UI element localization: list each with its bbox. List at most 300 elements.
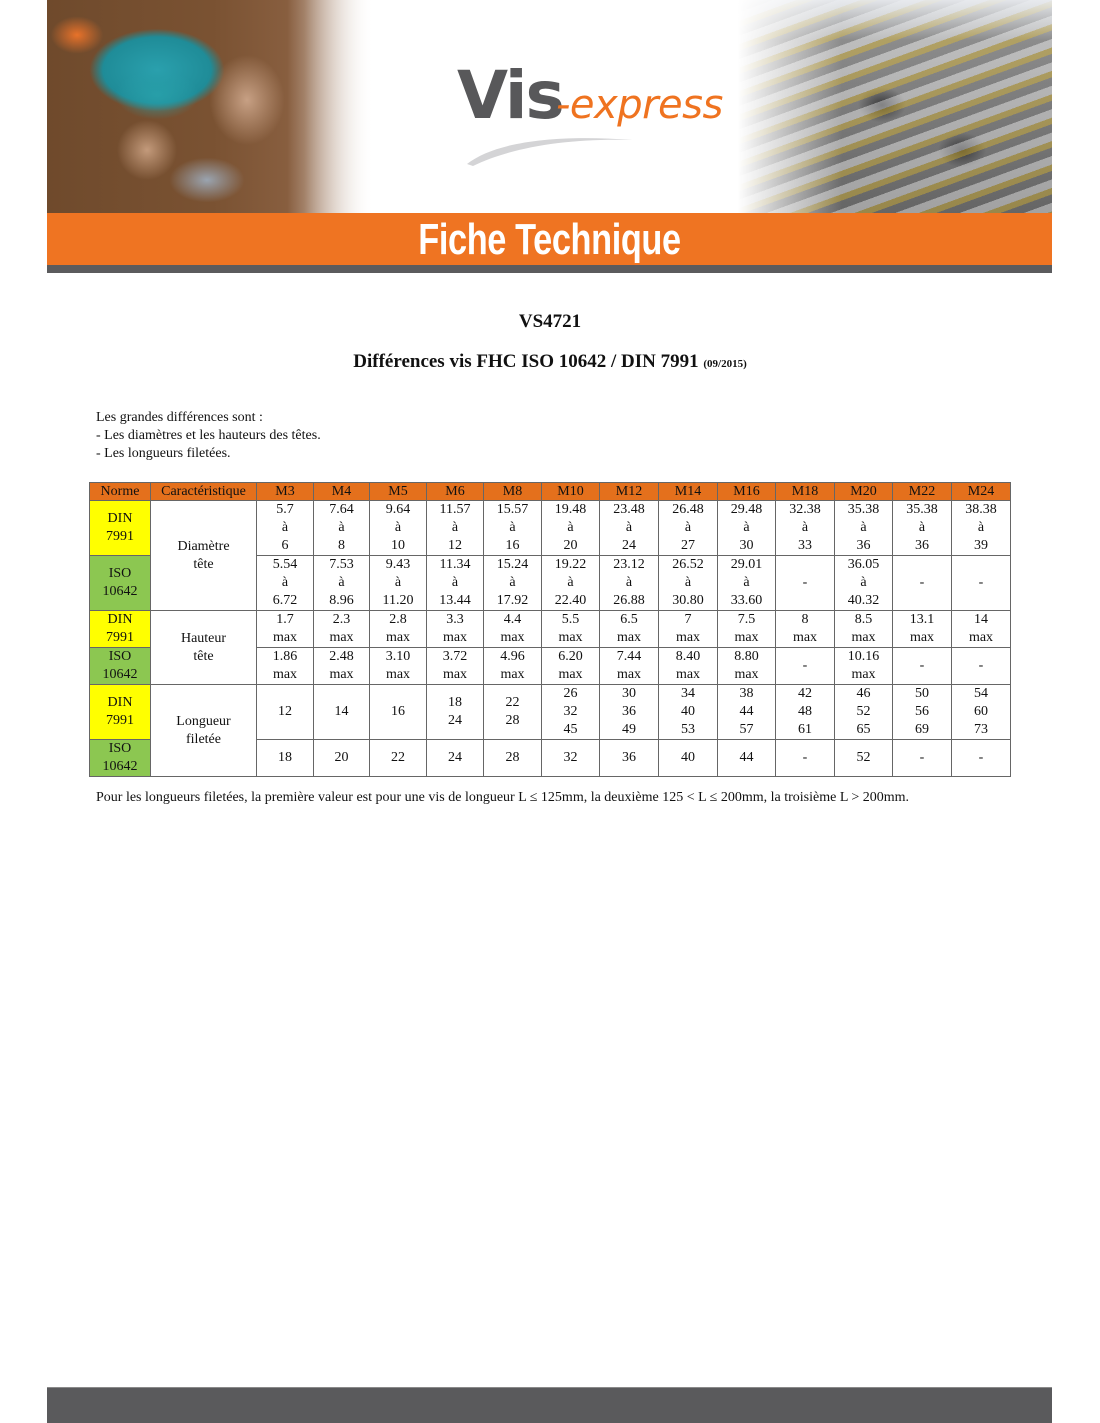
- norm-din-cell: [90, 685, 151, 740]
- intro-line: - Les longueurs filetées.: [96, 446, 231, 461]
- table-row: [90, 501, 1011, 556]
- value-cell: [427, 556, 484, 611]
- value-line: à: [684, 520, 692, 535]
- footer-bar: [47, 1387, 1052, 1423]
- value-line: 23.48: [613, 502, 645, 517]
- value-line: 36.05: [847, 557, 880, 572]
- value-line: 12: [448, 538, 462, 553]
- characteristic-cell: [151, 611, 257, 685]
- value-cell: [835, 556, 893, 611]
- value-cell: [659, 501, 718, 556]
- table-header-row: [90, 483, 1011, 501]
- value-line: 3.72: [442, 649, 468, 664]
- value-line: 7: [684, 612, 692, 627]
- value-line: 36: [622, 704, 636, 719]
- column-header-size: M8: [484, 483, 542, 501]
- value-line: max: [675, 630, 701, 645]
- value-cell: [893, 501, 952, 556]
- column-header-size: M20: [835, 483, 893, 501]
- value-cell: [893, 648, 952, 685]
- value-line: 61: [798, 722, 812, 737]
- value-cell: [776, 501, 835, 556]
- norm-iso-cell: [90, 648, 151, 685]
- value-cell: [835, 685, 893, 740]
- value-line: 33: [798, 538, 812, 553]
- header: [47, 0, 1052, 213]
- norm-label: 10642: [102, 759, 138, 774]
- value-line: max: [385, 630, 411, 645]
- value-cell: [659, 611, 718, 648]
- norm-label: DIN: [107, 695, 133, 710]
- value-line: à: [281, 520, 289, 535]
- value-line: 29.48: [730, 502, 763, 517]
- norm-label: ISO: [108, 741, 132, 756]
- footnote: Pour les longueurs filetées, la première valeur est pour une vis de longueur L ≤ 125mm, la deuxième 125 < L ≤ 200mm, la troisième L > 200mm.: [96, 790, 910, 805]
- value-line: 7.53: [329, 557, 354, 572]
- characteristic-label: filetée: [186, 731, 221, 747]
- value-line: 29.01: [730, 557, 763, 572]
- column-header-size: M22: [893, 483, 952, 501]
- value-line: à: [684, 575, 692, 590]
- value-line: -: [802, 750, 808, 765]
- value-cell: [952, 501, 1011, 556]
- value-line: 11.34: [439, 557, 471, 572]
- document-date: (09/2015): [703, 358, 747, 370]
- value-line: 14: [334, 704, 349, 719]
- value-line: max: [851, 667, 876, 682]
- logo-text-vis: Vis: [457, 57, 563, 134]
- column-header-size: M12: [600, 483, 659, 501]
- value-line: 10.16: [847, 649, 880, 664]
- value-cell: [314, 556, 370, 611]
- value-cell: [893, 556, 952, 611]
- value-line: -: [978, 750, 984, 765]
- characteristic-cell: [151, 501, 257, 611]
- value-line: max: [968, 630, 994, 645]
- value-cell: [314, 501, 370, 556]
- value-line: 17.92: [496, 593, 529, 608]
- value-cell: [542, 501, 600, 556]
- value-line: 49: [622, 722, 636, 737]
- value-line: max: [442, 667, 468, 682]
- value-line: 13.1: [909, 612, 935, 627]
- value-line: max: [385, 667, 411, 682]
- value-line: à: [625, 575, 633, 590]
- value-line: 8: [801, 612, 809, 627]
- value-line: 18: [278, 750, 292, 765]
- value-line: 45: [563, 722, 578, 737]
- value-line: 6.5: [620, 612, 638, 627]
- value-cell: [484, 685, 542, 740]
- value-cell: [370, 501, 427, 556]
- value-cell: [314, 685, 370, 740]
- value-line: 24: [448, 750, 462, 765]
- value-cell: [952, 611, 1011, 648]
- value-line: 8.5: [854, 612, 873, 627]
- value-line: 38: [739, 686, 754, 701]
- value-line: 20: [563, 538, 578, 553]
- value-line: 3.3: [446, 612, 464, 627]
- value-cell: [776, 556, 835, 611]
- value-line: 8.80: [734, 649, 759, 664]
- value-line: 26.88: [613, 593, 645, 608]
- value-cell: [314, 611, 370, 648]
- value-line: max: [442, 630, 468, 645]
- value-line: à: [451, 520, 459, 535]
- value-cell: [484, 501, 542, 556]
- value-line: 11.20: [382, 593, 414, 608]
- value-line: à: [567, 575, 574, 590]
- value-cell: [542, 648, 600, 685]
- value-cell: [952, 685, 1011, 740]
- value-line: 30.80: [672, 593, 704, 608]
- value-line: 5.54: [272, 557, 298, 572]
- value-cell: [893, 685, 952, 740]
- value-cell: [893, 611, 952, 648]
- value-line: 15.24: [496, 557, 529, 572]
- value-line: 19.22: [554, 557, 587, 572]
- norm-label: 7991: [106, 713, 134, 728]
- value-line: à: [977, 520, 985, 535]
- value-line: 46: [856, 686, 871, 701]
- value-cell: [370, 685, 427, 740]
- value-cell: [257, 648, 314, 685]
- value-line: max: [558, 667, 583, 682]
- value-line: 10: [391, 538, 405, 553]
- value-line: 12: [278, 704, 292, 719]
- value-cell: [718, 556, 776, 611]
- value-line: 44: [739, 750, 754, 765]
- value-line: à: [860, 575, 867, 590]
- value-line: 26.48: [672, 502, 704, 517]
- value-cell: [659, 556, 718, 611]
- value-line: 6.20: [558, 649, 583, 664]
- value-cell: [370, 740, 427, 777]
- value-line: 57: [739, 722, 754, 737]
- value-cell: [835, 740, 893, 777]
- value-line: à: [338, 520, 345, 535]
- value-cell: [718, 648, 776, 685]
- value-line: -: [919, 750, 925, 765]
- characteristic-label: Longueur: [176, 713, 231, 729]
- value-line: -: [802, 658, 808, 673]
- value-line: à: [281, 575, 289, 590]
- value-cell: [257, 611, 314, 648]
- value-line: 28: [505, 713, 520, 728]
- value-cell: [718, 501, 776, 556]
- value-line: 44: [739, 704, 754, 719]
- value-line: 40: [681, 750, 695, 765]
- value-cell: [776, 685, 835, 740]
- value-line: -: [802, 575, 808, 590]
- value-cell: [835, 611, 893, 648]
- value-line: 36: [622, 750, 636, 765]
- value-line: 22.40: [554, 593, 587, 608]
- value-line: 4.96: [500, 649, 525, 664]
- value-line: 36: [856, 538, 871, 553]
- value-line: max: [616, 630, 642, 645]
- value-line: 32: [563, 750, 578, 765]
- value-line: -: [978, 575, 984, 590]
- value-line: à: [394, 575, 402, 590]
- value-line: max: [675, 667, 701, 682]
- value-line: à: [918, 520, 926, 535]
- norm-label: DIN: [107, 612, 133, 627]
- value-line: 28: [505, 750, 520, 765]
- value-line: 39: [974, 538, 988, 553]
- characteristic-label: tête: [193, 556, 214, 572]
- value-line: max: [329, 667, 354, 682]
- value-line: max: [792, 630, 818, 645]
- value-line: à: [625, 520, 633, 535]
- intro-text: [96, 409, 321, 463]
- value-cell: [427, 740, 484, 777]
- value-line: -: [978, 658, 984, 673]
- norm-iso-cell: [90, 556, 151, 611]
- value-cell: [542, 611, 600, 648]
- value-line: 8.96: [329, 593, 354, 608]
- norm-label: ISO: [108, 649, 132, 664]
- value-line: à: [743, 575, 750, 590]
- value-line: max: [734, 667, 759, 682]
- value-line: 13.44: [439, 593, 471, 608]
- value-line: à: [394, 520, 402, 535]
- intro-line: Les grandes différences sont :: [96, 410, 263, 425]
- value-line: 53: [681, 722, 695, 737]
- value-line: 30: [622, 686, 636, 701]
- column-header-size: M3: [257, 483, 314, 501]
- value-line: 2.3: [332, 612, 351, 627]
- value-line: 18: [448, 695, 462, 710]
- column-header-size: M18: [776, 483, 835, 501]
- value-line: 52: [856, 750, 871, 765]
- characteristic-label: tête: [193, 648, 214, 664]
- value-line: max: [616, 667, 642, 682]
- column-header-size: M5: [370, 483, 427, 501]
- value-line: 56: [915, 704, 929, 719]
- value-cell: [600, 685, 659, 740]
- value-line: à: [743, 520, 750, 535]
- intro-line: - Les diamètres et les hauteurs des têtes.: [96, 428, 321, 443]
- value-line: 32: [563, 704, 578, 719]
- value-cell: [600, 556, 659, 611]
- value-cell: [257, 685, 314, 740]
- value-cell: [600, 648, 659, 685]
- value-cell: [659, 740, 718, 777]
- norm-label: 10642: [102, 584, 138, 599]
- banner-title: Fiche Technique: [418, 215, 681, 264]
- value-line: max: [500, 667, 525, 682]
- banner-divider: [47, 265, 1052, 273]
- value-line: 19.48: [554, 502, 587, 517]
- value-cell: [835, 648, 893, 685]
- value-line: max: [329, 630, 354, 645]
- value-line: à: [860, 520, 867, 535]
- column-header-size: M16: [718, 483, 776, 501]
- value-line: 73: [974, 722, 988, 737]
- value-line: 69: [915, 722, 929, 737]
- value-line: max: [734, 630, 759, 645]
- value-cell: [952, 648, 1011, 685]
- value-line: 50: [915, 686, 929, 701]
- value-cell: [542, 685, 600, 740]
- value-cell: [718, 740, 776, 777]
- column-header-characteristic: Caractéristique: [151, 483, 257, 501]
- value-line: 11.57: [439, 502, 471, 517]
- product-reference: VS4721: [518, 311, 582, 332]
- characteristic-label: Diamètre: [177, 538, 230, 554]
- norm-label: 7991: [106, 529, 134, 544]
- value-line: max: [272, 630, 298, 645]
- value-line: 36: [915, 538, 929, 553]
- value-line: à: [567, 520, 574, 535]
- value-line: à: [451, 575, 459, 590]
- value-line: max: [909, 630, 935, 645]
- value-line: 6.72: [272, 593, 298, 608]
- value-cell: [600, 501, 659, 556]
- value-line: 22: [505, 695, 520, 710]
- value-line: à: [801, 520, 809, 535]
- column-header-size: M4: [314, 483, 370, 501]
- value-cell: [484, 611, 542, 648]
- value-line: 48: [798, 704, 812, 719]
- value-cell: [776, 611, 835, 648]
- norm-label: 10642: [102, 667, 138, 682]
- value-line: max: [851, 630, 876, 645]
- value-line: 2.8: [389, 612, 407, 627]
- value-cell: [314, 648, 370, 685]
- value-line: 65: [856, 722, 871, 737]
- value-line: 22: [391, 750, 405, 765]
- value-line: 16: [505, 538, 520, 553]
- value-line: à: [509, 520, 516, 535]
- value-cell: [600, 740, 659, 777]
- value-line: 38.38: [965, 502, 997, 517]
- value-cell: [257, 556, 314, 611]
- value-cell: [776, 648, 835, 685]
- value-cell: [427, 501, 484, 556]
- norm-label: 7991: [106, 630, 134, 645]
- value-line: 26: [563, 686, 578, 701]
- value-line: 35.38: [847, 502, 880, 517]
- value-line: 3.10: [385, 649, 411, 664]
- value-line: 2.48: [329, 649, 354, 664]
- value-cell: [600, 611, 659, 648]
- value-line: 1.86: [272, 649, 298, 664]
- value-cell: [718, 685, 776, 740]
- value-cell: [427, 611, 484, 648]
- value-cell: [776, 740, 835, 777]
- table-row: [90, 685, 1011, 740]
- norm-label: ISO: [108, 566, 132, 581]
- column-header-size: M24: [952, 483, 1011, 501]
- value-line: 15.57: [496, 502, 529, 517]
- characteristic-label: Hauteur: [180, 630, 227, 646]
- value-line: 5.5: [561, 612, 580, 627]
- value-line: 14: [974, 612, 988, 627]
- value-line: 8.40: [675, 649, 701, 664]
- value-cell: [659, 685, 718, 740]
- value-line: max: [272, 667, 298, 682]
- value-cell: [893, 740, 952, 777]
- value-line: max: [500, 630, 525, 645]
- value-line: 40: [681, 704, 695, 719]
- value-line: 52: [856, 704, 871, 719]
- value-line: 42: [798, 686, 812, 701]
- workshop-photo: [47, 0, 377, 213]
- title-banner: [47, 213, 1052, 265]
- value-line: 33.60: [730, 593, 763, 608]
- value-line: 54: [974, 686, 988, 701]
- value-cell: [427, 648, 484, 685]
- norm-iso-cell: [90, 740, 151, 777]
- value-line: 7.5: [737, 612, 756, 627]
- value-line: 5.7: [276, 502, 294, 517]
- value-line: 9.43: [385, 557, 411, 572]
- value-line: 1.7: [276, 612, 294, 627]
- characteristic-cell: [151, 685, 257, 777]
- value-line: 6: [281, 538, 289, 553]
- column-header-size: M14: [659, 483, 718, 501]
- value-line: 40.32: [847, 593, 880, 608]
- table-row: [90, 611, 1011, 648]
- value-line: 26.52: [672, 557, 704, 572]
- comparison-table: [89, 482, 1011, 777]
- column-header-size: M10: [542, 483, 600, 501]
- value-line: 34: [681, 686, 695, 701]
- value-line: 23.12: [613, 557, 645, 572]
- value-line: 7.64: [329, 502, 354, 517]
- value-cell: [314, 740, 370, 777]
- value-line: -: [919, 575, 925, 590]
- value-cell: [257, 740, 314, 777]
- value-cell: [427, 685, 484, 740]
- value-cell: [370, 611, 427, 648]
- value-cell: [484, 740, 542, 777]
- value-cell: [484, 556, 542, 611]
- screws-photo: [732, 0, 1052, 213]
- value-line: 7.44: [616, 649, 642, 664]
- value-line: 8: [338, 538, 345, 553]
- value-line: 32.38: [789, 502, 821, 517]
- value-line: à: [338, 575, 345, 590]
- value-line: 24: [448, 713, 462, 728]
- value-line: 24: [622, 538, 636, 553]
- norm-din-cell: [90, 611, 151, 648]
- value-line: -: [919, 658, 925, 673]
- value-cell: [952, 556, 1011, 611]
- vis-express-logo: [457, 58, 747, 168]
- value-line: 27: [681, 538, 695, 553]
- value-cell: [542, 556, 600, 611]
- document-title: [0, 351, 1100, 373]
- value-cell: [542, 740, 600, 777]
- norm-din-cell: [90, 501, 151, 556]
- value-line: 9.64: [385, 502, 411, 517]
- norm-label: DIN: [107, 511, 133, 526]
- value-cell: [659, 648, 718, 685]
- logo-swoosh-icon: [465, 128, 635, 168]
- value-line: 20: [334, 750, 349, 765]
- column-header-size: M6: [427, 483, 484, 501]
- value-line: à: [509, 575, 516, 590]
- document-title-text: Différences vis FHC ISO 10642 / DIN 7991: [353, 351, 699, 372]
- value-cell: [718, 611, 776, 648]
- value-cell: [370, 648, 427, 685]
- value-cell: [835, 501, 893, 556]
- value-line: 30: [739, 538, 754, 553]
- value-cell: [952, 740, 1011, 777]
